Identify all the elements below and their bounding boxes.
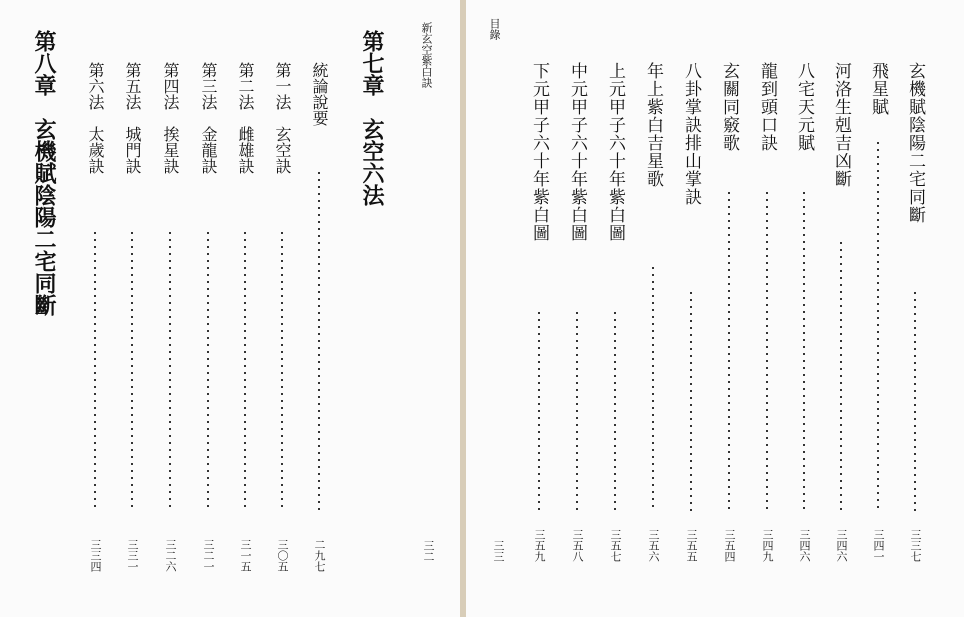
dot-leader — [728, 192, 730, 512]
running-head-right: 目錄 — [488, 18, 501, 40]
toc-entry-page: 三五九 — [533, 529, 546, 562]
dot-leader — [538, 312, 540, 512]
toc-entry-title: 八卦掌訣排山掌訣 — [681, 62, 701, 206]
dot-leader — [840, 242, 842, 512]
toc-entry-page: 三二一 — [202, 539, 215, 572]
toc-entry-page: 三三一 — [126, 539, 139, 572]
toc-entry-title: 下元甲子六十年紫白圖 — [529, 62, 549, 242]
dot-leader — [803, 192, 805, 512]
toc-entry-title: 河洛生剋吉凶斷 — [831, 62, 851, 188]
toc-entry-title: 第二法 雌雄訣 — [236, 62, 255, 174]
toc-entry[interactable] — [195, 62, 221, 572]
toc-entry[interactable] — [119, 62, 145, 572]
toc-entry[interactable] — [865, 62, 891, 572]
toc-entry[interactable] — [791, 62, 817, 572]
dot-leader — [94, 232, 96, 512]
dot-leader — [652, 267, 654, 512]
toc-entry-page: 三五四 — [723, 529, 736, 562]
toc-entry-page: 三五八 — [571, 529, 584, 562]
dot-leader — [207, 232, 209, 512]
dot-leader — [877, 142, 879, 512]
dot-leader — [614, 312, 616, 512]
toc-entry[interactable] — [564, 62, 590, 572]
dot-leader — [766, 192, 768, 512]
toc-entry-page: 三四六 — [798, 529, 811, 562]
toc-entry-page: 三〇五 — [276, 539, 289, 572]
toc-entry-page: 三五五 — [685, 529, 698, 562]
toc-entry[interactable] — [602, 62, 628, 572]
toc-entry-title: 年上紫白吉星歌 — [643, 62, 663, 188]
toc-entry-title: 第四法 挨星訣 — [161, 62, 180, 174]
toc-entry[interactable] — [306, 62, 332, 572]
toc-entry-page: 二九七 — [313, 539, 326, 572]
toc-entry[interactable] — [269, 62, 295, 572]
toc-entry-page: 三三四 — [89, 539, 102, 572]
toc-entry-title: 玄關同竅歌 — [719, 62, 739, 152]
dot-leader — [318, 172, 320, 512]
chapter-7-heading: 第七章 玄空六法 — [359, 30, 384, 206]
page-number-right: 三三 — [492, 540, 505, 562]
left-page — [0, 0, 460, 617]
page-number-left: 三二 — [422, 540, 435, 562]
toc-entry-title: 中元甲子六十年紫白圖 — [567, 62, 587, 242]
toc-entry-page: 三三七 — [909, 529, 922, 562]
toc-entry-title: 龍到頭口訣 — [757, 62, 777, 152]
toc-entry-page: 三一五 — [239, 539, 252, 572]
toc-entry[interactable] — [157, 62, 183, 572]
toc-entry-page: 三五七 — [609, 529, 622, 562]
toc-entry[interactable] — [232, 62, 258, 572]
chapter-8-heading: 第八章 玄機賦陰陽二宅同斷 — [31, 30, 56, 316]
toc-entry-title: 第一法 玄空訣 — [273, 62, 292, 174]
toc-entry-title: 第三法 金龍訣 — [199, 62, 218, 174]
toc-entry[interactable] — [828, 62, 854, 572]
toc-entry-title: 第六法 太歲訣 — [86, 62, 105, 174]
dot-leader — [244, 232, 246, 512]
toc-entry[interactable] — [902, 62, 928, 572]
dot-leader — [169, 232, 171, 512]
toc-entry[interactable] — [754, 62, 780, 572]
toc-entry-page: 三二六 — [164, 539, 177, 572]
toc-entry[interactable] — [526, 62, 552, 572]
toc-entry[interactable] — [678, 62, 704, 572]
toc-entry-title: 上元甲子六十年紫白圖 — [605, 62, 625, 242]
toc-entry-title: 統論說要 — [310, 62, 329, 126]
toc-entry[interactable] — [82, 62, 108, 572]
dot-leader — [914, 292, 916, 512]
toc-entry[interactable] — [640, 62, 666, 572]
toc-entry-page: 三五六 — [647, 529, 660, 562]
dot-leader — [281, 232, 283, 512]
toc-entry[interactable] — [716, 62, 742, 572]
toc-entry-title: 玄機賦陰陽二宅同斷 — [905, 62, 925, 224]
toc-entry-page: 三四六 — [835, 529, 848, 562]
right-page — [466, 0, 964, 617]
dot-leader — [576, 312, 578, 512]
toc-entry-title: 八宅天元賦 — [794, 62, 814, 152]
toc-entry-page: 三四一 — [872, 529, 885, 562]
dot-leader — [131, 232, 133, 512]
running-head-left: 新玄空紫白訣 — [420, 22, 433, 88]
toc-entry-title: 飛星賦 — [868, 62, 888, 116]
toc-entry-page: 三四九 — [761, 529, 774, 562]
dot-leader — [690, 292, 692, 512]
toc-entry-title: 第五法 城門訣 — [123, 62, 142, 174]
